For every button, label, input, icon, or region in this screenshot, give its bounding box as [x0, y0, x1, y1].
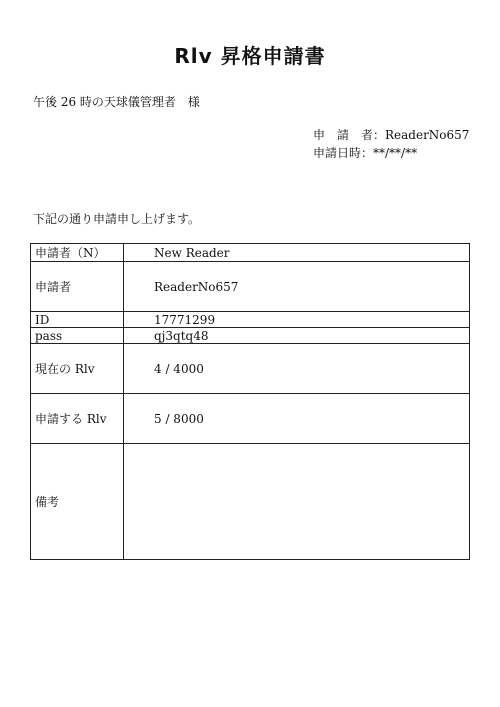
remarks-value [124, 444, 470, 560]
table-row [31, 312, 470, 328]
row-value: 4 / 4000 [124, 344, 470, 394]
row-value: 5 / 8000 [124, 394, 470, 444]
document-title: Rlv 昇格申請書 [174, 44, 326, 68]
row-label: 備考 [31, 444, 124, 560]
date-line: 申請日時：**/**/** [313, 146, 418, 160]
row-label: 申請する Rlv [31, 394, 124, 444]
table-row [31, 244, 470, 262]
table-row [31, 444, 470, 560]
table-row [31, 262, 470, 312]
row-label: pass [31, 328, 124, 344]
addressee: 午後 26 時の天球儀管理者 様 [33, 95, 200, 109]
applicant-block [313, 126, 469, 162]
row-label: 申請者 [31, 262, 124, 312]
row-label: 現在の Rlv [31, 344, 124, 394]
application-form-table [30, 243, 470, 560]
row-value: New Reader [124, 244, 470, 262]
applicant-line: 申 請 者：ReaderNo657 [313, 128, 470, 142]
table-row [31, 394, 470, 444]
intro-text: 下記の通り申請申し上げます。 [33, 212, 201, 226]
table-row [31, 328, 470, 344]
row-value: qj3qtq48 [124, 328, 470, 344]
table-row [31, 344, 470, 394]
row-label: 申請者（N） [31, 244, 124, 262]
row-label: ID [31, 312, 124, 328]
row-value: 17771299 [124, 312, 470, 328]
row-value: ReaderNo657 [124, 262, 470, 312]
